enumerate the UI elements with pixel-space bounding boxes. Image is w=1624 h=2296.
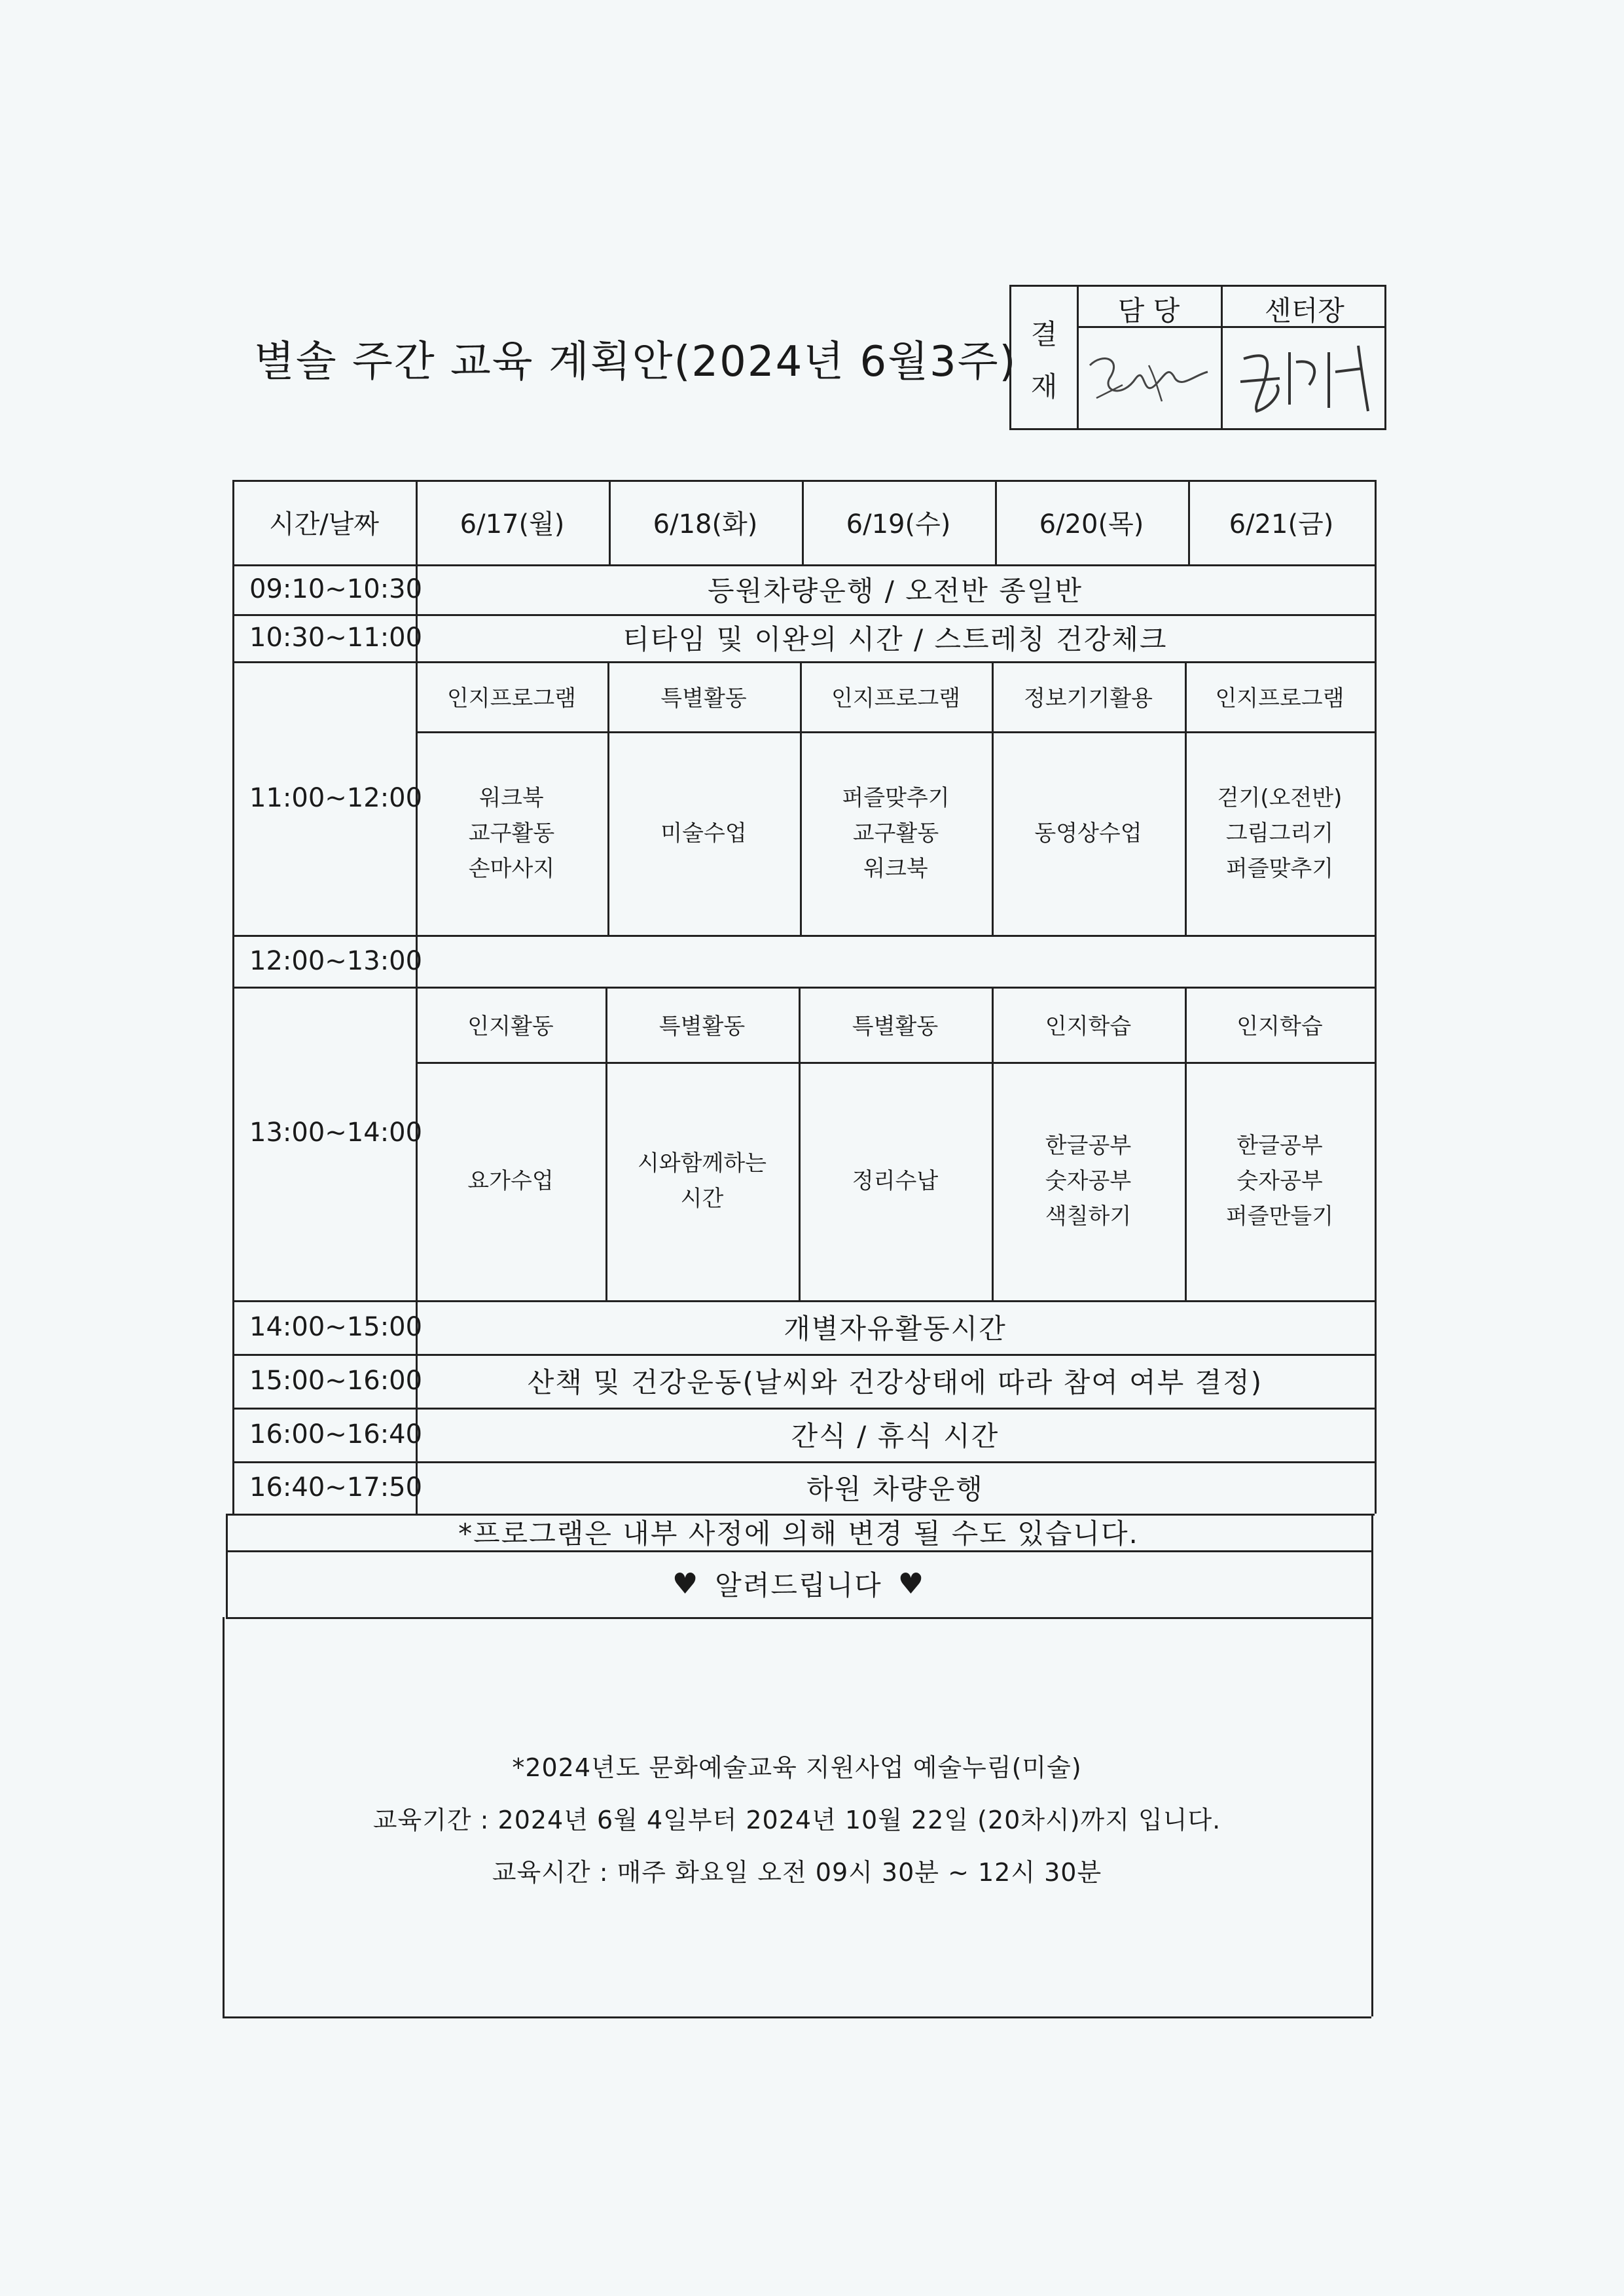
activity-line: 숫자공부: [1236, 1168, 1323, 1194]
category-cell: 인지프로그램: [446, 685, 577, 712]
row-time: 13:00~14:00: [249, 1118, 423, 1148]
activity-line: 워크북: [863, 855, 928, 882]
activity-line: 동영상수업: [1034, 820, 1142, 847]
row-time: 09:10~10:30: [249, 574, 423, 604]
activity-cell: [992, 731, 1185, 935]
activity-cell: [1185, 731, 1375, 935]
category-cell: 인지프로그램: [831, 685, 961, 712]
row-content: 등원차량운행 / 오전반 종일반: [707, 575, 1083, 607]
activity-cell: [800, 731, 992, 935]
notice-heading: [226, 1550, 1371, 1617]
heart-icon: ♥: [672, 1567, 700, 1601]
activity-line: 숫자공부: [1045, 1168, 1132, 1194]
header-day-wed: 6/19(수): [846, 509, 951, 539]
activity-line: 시와함께하는: [637, 1150, 767, 1176]
row-time: 15:00~16:00: [249, 1366, 423, 1396]
row-content: 하원 차량운행: [806, 1473, 984, 1505]
category-cell: 인지프로그램: [1215, 685, 1344, 712]
activity-cell: [416, 731, 607, 935]
row-content: 개별자유활동시간: [784, 1313, 1007, 1345]
activity-cell: [1185, 1062, 1375, 1300]
activity-line: 시간: [680, 1186, 724, 1212]
director-signature: [1231, 333, 1381, 424]
category-cell: 인지활동: [467, 1013, 554, 1040]
activity-line: 교구활동: [468, 820, 555, 847]
row-time: 14:00~15:00: [249, 1312, 423, 1342]
row-time: 16:40~17:50: [249, 1472, 423, 1503]
page-title: 별솔 주간 교육 계획안(2024년 6월3주): [254, 338, 1017, 386]
header-time-date: 시간/날짜: [268, 509, 380, 539]
activity-line: 한글공부: [1045, 1133, 1132, 1159]
activity-line: 정리수납: [852, 1168, 939, 1194]
row-content: 티타임 및 이완의 시간 / 스트레칭 건강체크: [623, 623, 1168, 655]
header-day-fri: 6/21(금): [1229, 509, 1334, 539]
category-cell: 정보기기활용: [1023, 685, 1153, 712]
activity-line: 미술수업: [660, 820, 747, 847]
activity-line: 걷기(오전반): [1217, 784, 1343, 811]
notice-line: 교육시간 : 매주 화요일 오전 09시 30분 ~ 12시 30분: [492, 1858, 1102, 1887]
row-time: 16:00~16:40: [249, 1419, 423, 1449]
manager-signature: [1083, 339, 1214, 418]
approval-label-top: 결: [1030, 318, 1058, 350]
row-time: 10:30~11:00: [249, 623, 423, 653]
approval-label-bottom: 재: [1030, 371, 1058, 403]
schedule-footnote: *프로그램은 내부 사정에 의해 변경 될 수도 있습니다.: [458, 1518, 1139, 1550]
activity-cell: [607, 731, 800, 935]
category-cell: 인지학습: [1045, 1013, 1132, 1040]
header-day-tue: 6/18(화): [653, 509, 758, 539]
activity-cell: [605, 1062, 799, 1300]
category-cell: 특별활동: [659, 1013, 746, 1040]
activity-line: 퍼즐맞추기: [842, 784, 950, 811]
row-content: [416, 935, 1375, 987]
notice-line: 교육기간 : 2024년 6월 4일부터 2024년 10월 22일 (20차시)까지 입니다.: [372, 1806, 1221, 1834]
activity-line: 워크북: [479, 784, 544, 811]
category-cell: 특별활동: [852, 1013, 939, 1040]
activity-line: 한글공부: [1236, 1133, 1323, 1159]
activity-line: 요가수업: [467, 1168, 554, 1194]
activity-line: 교구활동: [852, 820, 939, 847]
activity-line: 퍼즐맞추기: [1225, 855, 1334, 882]
header-day-thu: 6/20(목): [1039, 509, 1144, 539]
notice-body: [223, 1735, 1371, 1905]
row-content: 산책 및 건강운동(날씨와 건강상태에 따라 참여 여부 결정): [527, 1366, 1263, 1398]
notice-line: *2024년도 문화예술교육 지원사업 예술누림(미술): [512, 1753, 1082, 1782]
row-content: 간식 / 휴식 시간: [791, 1420, 1000, 1452]
approval-box: [1009, 285, 1386, 430]
activity-line: 손마사지: [468, 855, 555, 882]
header-day-mon: 6/17(월): [460, 509, 565, 539]
row-time: 11:00~12:00: [249, 783, 423, 813]
row-time: 12:00~13:00: [249, 945, 423, 976]
approval-role-director: 센터장: [1265, 295, 1344, 327]
activity-cell: [799, 1062, 992, 1300]
activity-line: 퍼즐만들기: [1225, 1203, 1334, 1230]
activity-cell: [992, 1062, 1185, 1300]
category-cell: 특별활동: [660, 685, 747, 712]
notice-heading-text: 알려드립니다: [715, 1569, 882, 1601]
approval-role-manager: 담 당: [1117, 295, 1180, 327]
activity-line: 색칠하기: [1045, 1203, 1132, 1230]
heart-icon: ♥: [897, 1567, 926, 1601]
activity-cell: [416, 1062, 605, 1300]
activity-line: 그림그리기: [1225, 820, 1334, 847]
category-cell: 인지학습: [1236, 1013, 1323, 1040]
